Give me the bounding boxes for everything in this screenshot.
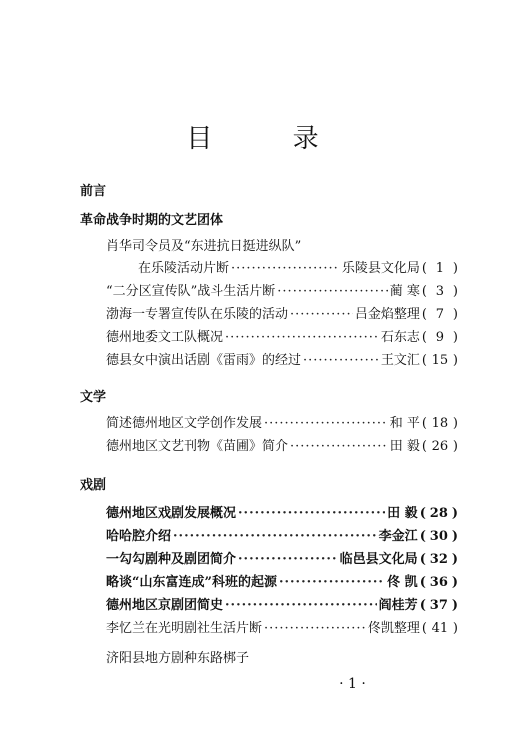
paren-close: ) [452, 261, 458, 276]
toc-entry-page: 3 [435, 284, 445, 299]
toc-entry-title: 德州地区戏剧发展概况 [106, 506, 237, 521]
leader-dots [238, 549, 338, 571]
leader-dots [238, 503, 385, 525]
paren-close: ) [451, 552, 458, 567]
toc-entry-author: 和 平 [389, 416, 420, 431]
toc-entry-page: 15 [431, 353, 449, 368]
toc-entry-page: 32 [429, 552, 448, 567]
toc-entry[interactable] [106, 350, 458, 372]
paren-close: ) [451, 506, 458, 521]
toc-entry-author: 石东志 [380, 330, 420, 345]
toc-entry-title: 济阳县地方剧种东路梆子 [106, 651, 250, 666]
toc-entry-page: 37 [429, 598, 448, 613]
toc-entry-page: 1 [435, 261, 445, 276]
paren-close: ) [452, 416, 458, 431]
toc-entry-author: 蔺 寒 [389, 284, 420, 299]
toc-entry-author: 佟凯整理 [367, 621, 420, 636]
paren-open: ( [421, 330, 427, 345]
paren-close: ) [452, 621, 458, 636]
paren-open: ( [421, 284, 427, 299]
leader-dots [173, 526, 377, 548]
toc-entry-page: 7 [435, 307, 445, 322]
paren-open: ( [421, 439, 427, 454]
section-heading-revolutionary: 革命战争时期的文艺团体 [80, 213, 224, 228]
paren-open: ( [421, 307, 427, 322]
paren-open: ( [419, 598, 426, 613]
toc-entry-author: 乐陵县文化局 [341, 261, 420, 276]
toc-entry-author: 佟 凯 [387, 575, 418, 590]
toc-entry-title: 哈哈腔介绍 [106, 529, 172, 544]
toc-entry-title: “二分区宣传队”战斗生活片断 [106, 284, 276, 299]
toc-entry[interactable] [106, 549, 458, 571]
toc-entry-page: 18 [431, 416, 449, 431]
toc-entry-page: 9 [435, 330, 445, 345]
toc-entry-title: 简述德州地区文学创作发展 [106, 416, 263, 431]
paren-close: ) [452, 353, 458, 368]
toc-entry-page: 41 [431, 621, 449, 636]
toc-entry-title: 德县女中演出话剧《雷雨》的经过 [106, 353, 302, 368]
toc-entry-title: 渤海一专署宣传队在乐陵的活动 [106, 307, 289, 322]
paren-open: ( [419, 575, 426, 590]
toc-entry[interactable] [106, 595, 458, 617]
toc-entry[interactable] [138, 258, 458, 280]
leader-dots [277, 281, 387, 303]
toc-entry-title: 德州地委文工队概况 [106, 330, 224, 345]
toc-entry-author: 田 毅 [389, 439, 420, 454]
page-title: 目 录 [186, 124, 355, 154]
toc-entry[interactable] [106, 304, 458, 326]
paren-close: ) [452, 284, 458, 299]
paren-open: ( [419, 552, 426, 567]
leader-dots [231, 258, 340, 280]
paren-open: ( [419, 506, 426, 521]
page-number: · 1 · [339, 676, 366, 692]
toc-entry-page: 36 [429, 575, 448, 590]
toc-entry[interactable] [106, 503, 458, 525]
toc-entry-page: 26 [431, 439, 449, 454]
toc-entry[interactable] [106, 526, 458, 548]
toc-entry-title: 在乐陵活动片断 [138, 261, 230, 276]
leader-dots [290, 304, 353, 326]
section-heading-preface: 前言 [80, 184, 107, 199]
toc-entry-author: 临邑县文化局 [339, 552, 418, 567]
toc-entry-title: 一勾勾剧种及剧团简介 [106, 552, 237, 567]
toc-entry-page: 28 [429, 506, 448, 521]
paren-open: ( [419, 529, 426, 544]
paren-close: ) [452, 330, 458, 345]
toc-entry-author: 田 毅 [387, 506, 418, 521]
toc-entry[interactable] [106, 413, 458, 435]
toc-entry[interactable] [106, 436, 458, 458]
toc-entry[interactable] [106, 327, 458, 349]
section-heading-drama: 戏剧 [80, 478, 107, 493]
toc-entry-title: 李忆兰在光明剧社生活片断 [106, 621, 263, 636]
paren-open: ( [421, 416, 427, 431]
toc-entry-title: 德州地区京剧团简史 [106, 598, 224, 613]
paren-close: ) [451, 529, 458, 544]
leader-dots [303, 350, 379, 372]
leader-dots [290, 436, 388, 458]
paren-open: ( [421, 621, 427, 636]
paren-close: ) [452, 307, 458, 322]
toc-entry[interactable] [106, 618, 458, 640]
section-heading-literature: 文学 [80, 390, 107, 405]
leader-dots [225, 327, 379, 349]
paren-close: ) [451, 598, 458, 613]
leader-dots [264, 413, 388, 435]
leader-dots [264, 618, 366, 640]
toc-entry-page: 30 [429, 529, 448, 544]
paren-open: ( [421, 261, 427, 276]
toc-entry[interactable] [106, 572, 458, 594]
toc-entry-title: 德州地区文艺刊物《苗圃》简介 [106, 439, 289, 454]
toc-entry-title: 略谈“山东富连成”科班的起源 [106, 575, 277, 590]
toc-entry-author: 吕金焰整理 [354, 307, 420, 322]
paren-close: ) [451, 575, 458, 590]
leader-dots [225, 595, 377, 617]
toc-entry-title: 肖华司令员及“东进抗日挺进纵队” [106, 239, 302, 254]
leader-dots [279, 572, 385, 594]
paren-close: ) [452, 439, 458, 454]
toc-entry[interactable] [106, 281, 458, 303]
toc-entry-author: 王文汇 [380, 353, 420, 368]
paren-open: ( [421, 353, 427, 368]
toc-entry-author: 阎桂芳 [378, 598, 418, 613]
toc-entry-author: 李金江 [378, 529, 418, 544]
